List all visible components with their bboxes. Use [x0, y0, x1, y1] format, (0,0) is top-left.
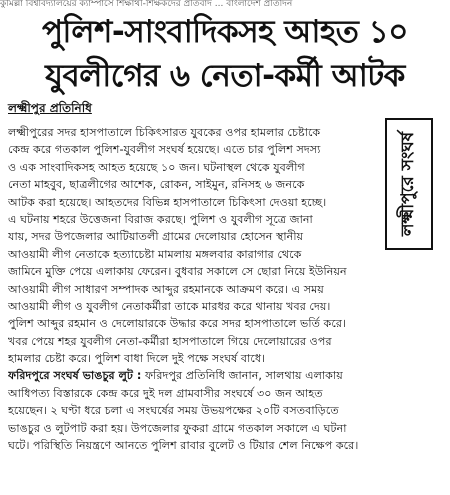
- previous-article-snippet: কুমিল্লা বিশ্ববিদ্যালয়ের ক্যাম্পাসে শিক্ষার্থী-শিক্ষকদের প্রতিবাদ ... বাংলাদেশ প্রতিদিন: [0, 0, 293, 9]
- body-line: হয়েছেন। ২ ঘণ্টা ধরে চলা এ সংঘর্ষের সময় উভয়পক্ষের ২০টি বসতবাড়িতে: [8, 404, 339, 418]
- faridpur-first-line-text: ফরিদপুর প্রতিনিধি জানান, সালথায় এলাকায়: [141, 369, 343, 383]
- body-line: এ ঘটনায় শহরে উত্তেজনা বিরাজ করছে। পুলিশ ও যুবলীগ সূত্রে জানা: [8, 212, 313, 226]
- body-line: আধিপত্য বিস্তারকে কেন্দ্র করে দুই দল গ্রামবাসীর সংঘর্ষে ৩০ জন আহত: [8, 386, 323, 400]
- faridpur-subheading: ফরিদপুরে সংঘর্ষ ভাঙচুর লুট :: [8, 369, 142, 383]
- body-line: আওয়ামী লীগ ও যুবলীগ নেতাকর্মীরা তাকে মারধর করে থানায় খবর দেয়।: [8, 299, 331, 313]
- body-line: কেন্দ্র করে গতকাল পুলিশ-যুবলীগ সংঘর্ষ হয়েছে। এতে চার পুলিশ সদস্য: [8, 143, 321, 157]
- article-headline: [8, 10, 442, 98]
- body-line: ও এক সাংবাদিকসহ আহত হয়েছে ১০ জন। ঘটনাস্থল থেকে যুবলীগ: [8, 160, 305, 174]
- body-line: ঘটে। পরিস্থিতি নিয়ন্ত্রণে আনতে পুলিশ রাবার বুলেট ও টিয়ার শেল নিক্ষেপ করে।: [8, 439, 359, 453]
- article-body: [8, 124, 443, 454]
- body-line: জামিনে মুক্তি পেয়ে এলাকায় ফেরেন। বুধবার সকালে সে ছোরা নিয়ে ইউনিয়ন: [8, 265, 347, 279]
- faridpur-first-line: [8, 367, 443, 384]
- body-line: পুলিশ আব্দুর রহমান ও দেলোয়ারকে উদ্ধার করে সদর হাসপাতালে ভর্তি করে।: [8, 317, 347, 331]
- body-line: নেতা মাহবুব, ছাত্রলীগের আশেক, রোকন, সাইমুন, রনিসহ ৬ জনকে: [8, 178, 305, 192]
- location-label: লক্ষ্মীপুরে সংঘর্ষ: [398, 131, 418, 237]
- body-line: আওয়ামী লীগ নেতাকে হত্যাচেষ্টা মামলায় মঙ্গলবার কারাগার থেকে: [8, 247, 302, 261]
- byline: লক্ষ্মীপুর প্রতিনিধি: [8, 101, 92, 115]
- body-line: হামলার চেষ্টা করে। পুলিশ বাধা দিলে দুই পক্ষে সংঘর্ষ বাধে।: [8, 352, 266, 366]
- body-line: আটক করা হয়েছে। আহতদের বিভিন্ন হাসপাতালে চিকিৎসা দেওয়া হচ্ছে।: [8, 195, 327, 209]
- body-line: যায়, সদর উপজেলার আটিয়াতলী গ্রামের দেলোয়ার হোসেন স্থানীয়: [8, 230, 304, 244]
- headline-line-2: যুবলীগের ৬ নেতা-কর্মী আটক: [45, 58, 405, 94]
- body-line: লক্ষ্মীপুরের সদর হাসপাতালে চিকিৎসারত যুবকের ওপর হামলার চেষ্টাকে: [8, 126, 321, 139]
- body-line: ভাঙচুর ও লুটপাট করা হয়। উপজেলার ফুকরা গ্রামে গতকাল সকালে এ ঘটনা: [8, 421, 347, 435]
- body-line: আওয়ামী লীগ সাধারণ সম্পাদক আব্দুর রহমানকে আক্রমণ করে। এ সময়: [8, 282, 324, 296]
- headline-line-1: পুলিশ-সাংবাদিকসহ আহত ১০: [42, 14, 408, 50]
- body-line: খবর পেয়ে শহর যুবলীগ নেতা-কর্মীরা হাসপাতালে গিয়ে দেলোয়ারের ওপর: [8, 334, 332, 348]
